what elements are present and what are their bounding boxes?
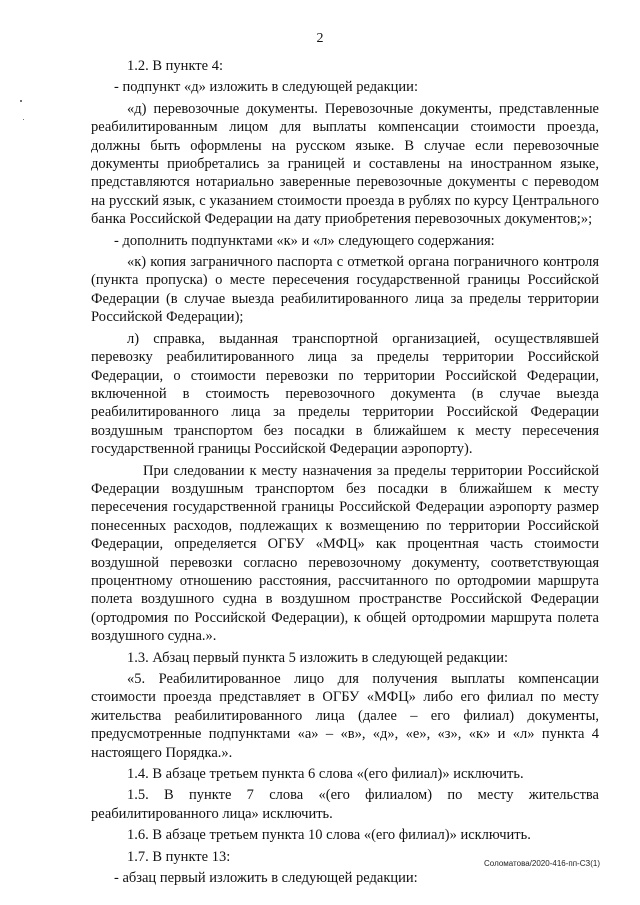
paragraph: - абзац первый изложить в следующей редакции: bbox=[114, 870, 418, 887]
paragraph: «к) копия заграничного паспорта с отметкой органа пограничного контроля (пункта пропуска) о месте пересечения государственной границы Российской Федерации (в случае выезда реабилитированного лица за пределы территории Российской Федерации); bbox=[91, 254, 599, 326]
paragraph: - подпункт «д» изложить в следующей редакции: bbox=[114, 79, 418, 96]
paragraph: При следовании к месту назначения за пределы территории Российской Федерации воздушным транспортом без посадки в ближайшем к месту пересечения государственной границы Российской Федерации аэропорту размер понесенных расходов, подлежащих к возмещению по территории Российской Федерации, определяется ОГБУ «МФЦ» как процентная часть стоимости воздушной перевозки согласно перевозочному документу, соответствующая процентному отношению расстояния, рассчитанного по ортодромии маршрута полета воздушного судна в воздушном пространстве Российской Федерации (ортодромия по Российской Федерации), к общей ортодромии маршрута полета воздушного судна.». bbox=[91, 462, 599, 645]
paragraph: «5. Реабилитированное лицо для получения выплаты компенсации стоимости проезда представляет в ОГБУ «МФЦ» либо его филиал по месту жительства реабилитированного лица (далее – его филиал) документы, предусмотренные подпунктами «а» – «в», «д», «е», «з», «к» и «л» пункта 4 настоящего Порядка.». bbox=[91, 671, 599, 761]
paragraph: «д) перевозочные документы. Перевозочные документы, представленные реабилитированным лицом для выплаты компенсации стоимости проезда, должны быть оформлены на русском языке. В случае если перевозочные документы приобретались за границей и составлены на иностранном языке, представляются нотариально заверенные перевозочные документы с переводом на русский язык, с указанием стоимости проезда в рублях по курсу Центрального банка Российской Федерации на дату приобретения перевозочных документов;»; bbox=[91, 100, 599, 228]
scan-speck bbox=[23, 119, 24, 120]
document-code: Соломатова/2020-416-пп-СЗ(1) bbox=[484, 859, 600, 868]
paragraph: 1.2. В пункте 4: bbox=[127, 58, 223, 74]
paragraph: 1.6. В абзаце третьем пункта 10 слова «(его филиал)» исключить. bbox=[127, 827, 531, 844]
page-number: 2 bbox=[316, 31, 324, 46]
scan-speck bbox=[20, 100, 22, 102]
paragraph: 1.5. В пункте 7 слова «(его филиалом) по месту жительства реабилитированного лица» исключить. bbox=[91, 787, 599, 822]
paragraph: л) справка, выданная транспортной организацией, осуществлявшей перевозку реабилитированного лица за пределы территории Российской Федерации, о стоимости перевозки по территории Российской Федерации, включенной в стоимость перевозочного документа (в случае выезда реабилитированного лица за пределы территории Российской Федерации воздушным транспортом без посадки в ближайшем к месту пересечения государственной границы Российской Федерации аэропорту). bbox=[91, 330, 599, 458]
paragraph: 1.4. В абзаце третьем пункта 6 слова «(его филиал)» исключить. bbox=[127, 766, 524, 783]
paragraph: - дополнить подпунктами «к» и «л» следующего содержания: bbox=[114, 232, 495, 249]
paragraph: 1.3. Абзац первый пункта 5 изложить в следующей редакции: bbox=[127, 649, 508, 666]
document-body bbox=[91, 57, 599, 887]
paragraph: 1.7. В пункте 13: bbox=[127, 848, 231, 865]
